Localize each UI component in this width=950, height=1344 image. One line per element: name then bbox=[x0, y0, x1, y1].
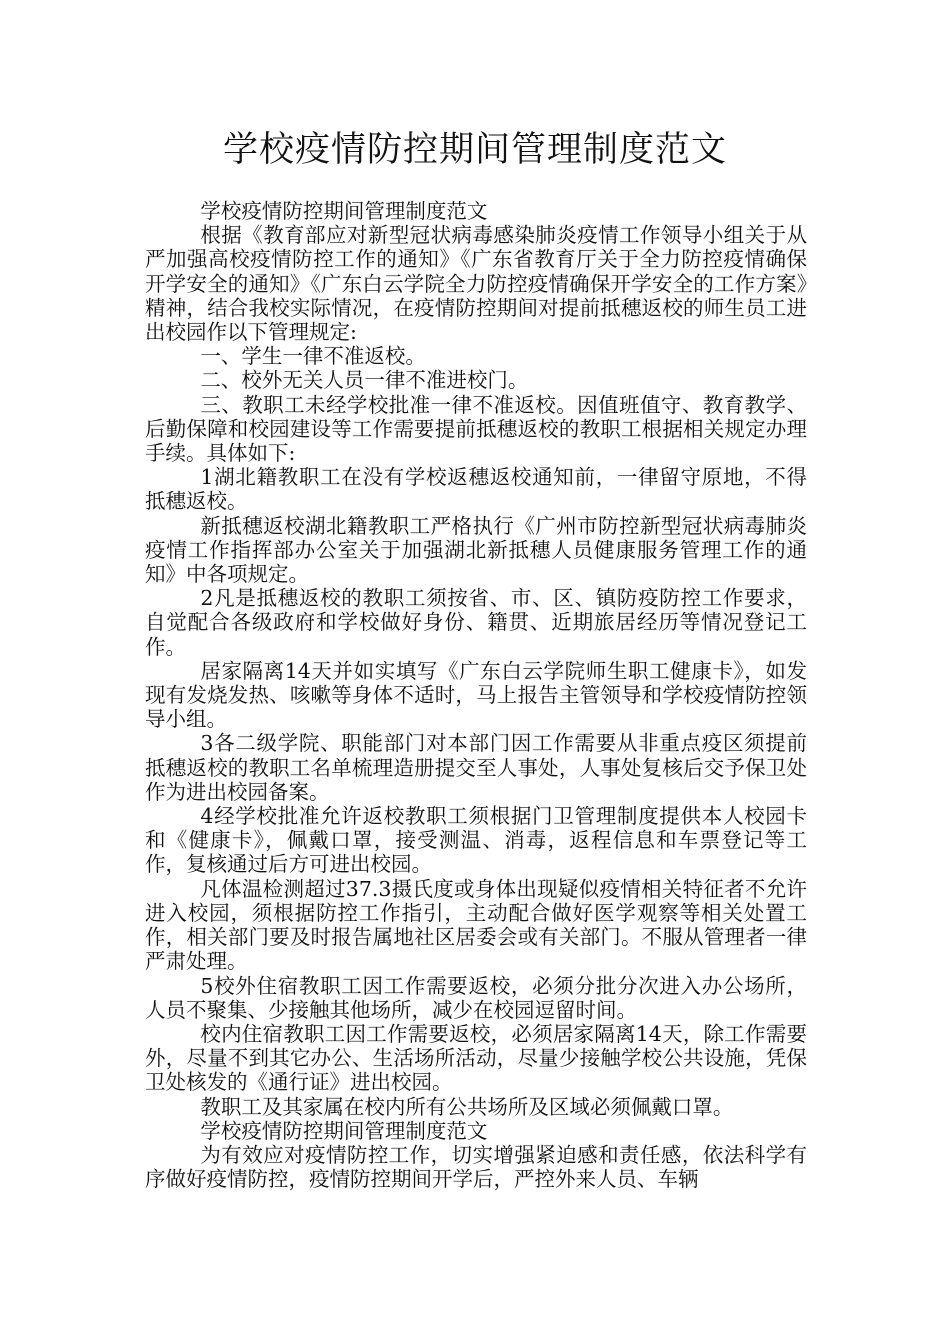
paragraph-item-4: 4经学校批准允许返校教职工须根据门卫管理制度提供本人校园卡和《健康卡》，佩戴口罩，接受测温、消毒，返程信息和车票登记等工作，复核通过后方可进出校园。 bbox=[145, 804, 807, 877]
document-title: 学校疫情防控期间管理制度范文 bbox=[222, 130, 727, 170]
paragraph-item-3: 3各二级学院、职能部门对本部门因工作需要从非重点疫区须提前抵穗返校的教职工名单梳理造册提交至人事处，人事处复核后交予保卫处作为进出校园备案。 bbox=[145, 731, 807, 804]
paragraph-item-1-detail: 新抵穗返校湖北籍教职工严格执行《广州市防控新型冠状病毒肺炎疫情工作指挥部办公室关于加强湖北新抵穗人员健康服务管理工作的通知》中各项规定。 bbox=[145, 513, 807, 587]
paragraph-section-heading: 学校疫情防控期间管理制度范文 bbox=[200, 1118, 488, 1143]
paragraph-item-2-detail: 居家隔离14天并如实填写《广东白云学院师生职工健康卡》，如发现有发烧发热、咳嗽等身体不适时，马上报告主管领导和学校疫情防控领导小组。 bbox=[145, 658, 807, 732]
paragraph-item-4-detail: 凡体温检测超过37.3摄氏度或身体出现疑似疫情相关特征者不允许进入校园，须根据防控工作指引，主动配合做好医学观察等相关处置工作，相关部门要及时报告属地社区居委会或有关部门。不服从管理者一律严肃处理。 bbox=[145, 876, 807, 974]
paragraph-item-5: 5校外住宿教职工因工作需要返校，必须分批分次进入办公场所，人员不聚集、少接触其他场所，减少在校园逗留时间。 bbox=[145, 973, 807, 1022]
paragraph-subtitle: 学校疫情防控期间管理制度范文 bbox=[200, 199, 488, 223]
paragraph-rule-2: 二、校外无关人员一律不准进校门。 bbox=[200, 368, 529, 393]
paragraph-section-intro: 为有效应对疫情防控工作，切实增强紧迫感和责任感，依法科学有序做好疫情防控，疫情防控期间开学后，严控外来人员、车辆 bbox=[145, 1142, 807, 1192]
paragraph-rule-3: 三、教职工未经学校批准一律不准返校。因值班值守、教育教学、后勤保障和校园建设等工作需要提前抵穗返校的教职工根据相关规定办理手续。具体如下: bbox=[145, 392, 807, 466]
document-body bbox=[145, 199, 807, 1191]
paragraph-item-1: 1湖北籍教职工在没有学校返穗返校通知前，一律留守原地，不得抵穗返校。 bbox=[145, 465, 807, 514]
paragraph-mask-rule: 教职工及其家属在校内所有公共场所及区域必须佩戴口罩。 bbox=[200, 1094, 734, 1119]
paragraph-intro: 根据《教育部应对新型冠状病毒感染肺炎疫情工作领导小组关于从严加强高校疫情防控工作的通知》《广东省教育厅关于全力防控疫情确保开学安全的通知》《广东白云学院全力防控疫情确保开学安全的工作方案》精神，结合我校实际情况，在疫情防控期间对提前抵穗返校的师生员工进出校园作以下管理规定: bbox=[145, 223, 807, 345]
paragraph-rule-1: 一、学生一律不准返校。 bbox=[200, 344, 426, 369]
paragraph-item-5-detail: 校内住宿教职工因工作需要返校，必须居家隔离14天，除工作需要外，尽量不到其它办公、生活场所活动，尽量少接触学校公共设施，凭保卫处核发的《通行证》进出校园。 bbox=[145, 1021, 807, 1095]
paragraph-item-2: 2凡是抵穗返校的教职工须按省、市、区、镇防疫防控工作要求，自觉配合各级政府和学校做好身份、籍贯、近期旅居经历等情况登记工作。 bbox=[145, 586, 807, 659]
